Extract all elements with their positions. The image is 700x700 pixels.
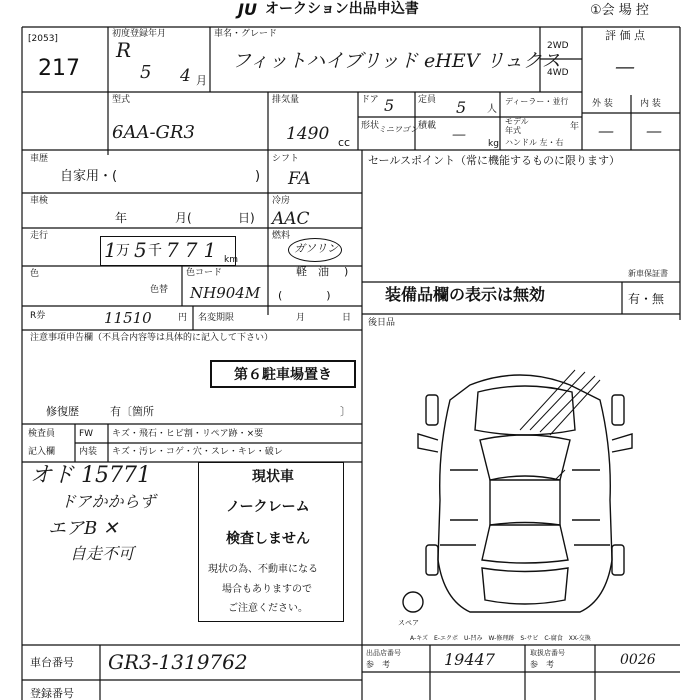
color-code-label: 色コード	[186, 268, 223, 278]
mileage-1k-unit: 千	[148, 243, 162, 259]
model-year-label: モデル 年式	[505, 117, 529, 135]
model-year-unit: 年	[570, 122, 580, 132]
capacity-unit: 人	[487, 104, 497, 115]
parking-notice: 第６駐車場置き	[210, 360, 356, 388]
status-note-2: 場合もありますので	[222, 584, 312, 595]
fuel-value: ガソリン	[294, 242, 338, 255]
first-reg-month-unit: 月	[196, 74, 207, 87]
exhibitor-number-label: 出品店番号	[366, 649, 401, 657]
drive-4wd: 4WD	[547, 68, 569, 78]
exhibitor-number: 19447	[444, 650, 495, 669]
handler-number: 0026	[620, 652, 656, 668]
inspection-label: 車検	[30, 196, 49, 206]
displacement-label: 排気量	[272, 95, 300, 105]
inspection-month: 月(	[175, 211, 192, 225]
mileage-10k: 1	[104, 238, 117, 262]
color-code: NH904M	[190, 284, 261, 302]
fuel-label: 燃料	[272, 231, 291, 241]
car-name-value: フィットハイブリッド eHEV リュクス	[232, 50, 561, 72]
deadline-day: 日	[342, 313, 352, 323]
warranty-label: 新車保証書	[628, 269, 668, 278]
capacity-label: 定員	[418, 95, 437, 105]
note-odometer: オド 15771	[30, 463, 151, 488]
mileage-label: 走行	[30, 231, 49, 241]
displacement-unit: cc	[338, 136, 351, 149]
status-no-inspection: 検査しません	[226, 531, 310, 547]
inspector-label-1: 検査員	[28, 429, 56, 439]
handler-ref: 参 考	[530, 660, 554, 669]
handle-label: ハンドル 左・右	[505, 138, 564, 147]
load-label: 積載	[418, 121, 437, 131]
registration-label: 登録番号	[30, 687, 74, 700]
score-label: 評 価 点	[605, 29, 645, 42]
usage-label: 車歴	[30, 154, 49, 164]
repair-value: 有〔箇所	[110, 405, 154, 418]
inspector-fw: FW	[79, 429, 94, 439]
status-note-1: 現状の為、不動車になる	[208, 564, 318, 575]
recycle-label: R券	[30, 311, 46, 321]
first-reg-month: 4	[180, 66, 191, 86]
shape-value: ミニワゴン	[378, 125, 418, 134]
status-note-3: ご注意ください。	[228, 603, 308, 614]
dealer-label: ディーラー・並行	[505, 97, 569, 106]
note-no-drive: 自走不可	[70, 544, 135, 563]
lot-number: 217	[38, 56, 80, 81]
status-title: 現状車	[252, 469, 294, 485]
interior-label: 内 装	[640, 99, 661, 109]
color-label: 色	[30, 269, 40, 279]
first-reg-label: 初度登録年月	[112, 29, 167, 39]
deadline-label: 名変期限	[198, 313, 235, 323]
inspector-label-2: 記入欄	[28, 447, 56, 457]
recycle-unit: 円	[178, 313, 188, 323]
mileage-10k-unit: 万	[116, 243, 130, 259]
load-unit: kg	[488, 139, 499, 149]
status-no-claim: ノークレーム	[226, 499, 310, 515]
car-name-label: 車名・グレード	[214, 29, 278, 39]
inspector-interior: 内装	[79, 447, 98, 457]
inspection-year: 年	[115, 211, 128, 225]
interior-value: —	[646, 121, 662, 140]
form-title: オークション出品申込書	[265, 1, 419, 17]
sales-point-label: セールスポイント（常に機能するものに限ります）	[368, 154, 621, 167]
ac-value: AAC	[272, 209, 310, 229]
exterior-label: 外 装	[592, 99, 613, 109]
first-reg-era: R	[116, 38, 132, 62]
usage-value: 自家用・(	[60, 169, 118, 184]
equipment-notice: 装備品欄の表示は無効	[385, 285, 546, 304]
inspection-day: 日)	[238, 211, 255, 225]
repair-label: 修復歴	[46, 405, 79, 418]
shift-label: シフト	[272, 154, 300, 164]
ac-label: 冷房	[272, 196, 291, 206]
repair-close: 〕	[340, 405, 351, 418]
spare-label: スペア	[398, 619, 419, 627]
brand-logo: JU	[238, 0, 257, 19]
color-change-label: 色替	[150, 285, 169, 295]
doors-value: 5	[384, 96, 395, 115]
score-value: —	[615, 54, 635, 78]
note-airbag: エアB ✕	[48, 518, 119, 539]
later-items-label: 後日品	[368, 318, 396, 328]
exterior-value: —	[598, 121, 614, 140]
copy-label: ①会 場 控	[590, 3, 649, 18]
warranty-value: 有・無	[628, 292, 665, 306]
doors-label: ドア	[361, 95, 379, 105]
note-door: ドアかからず	[60, 492, 156, 511]
shape-label: 形状	[361, 121, 380, 131]
inspector-row2: キズ・汚レ・コゲ・穴・スレ・キレ・破レ	[112, 447, 283, 457]
inspector-row1: キズ・飛石・ヒビ割・リペア跡・×要	[112, 429, 264, 439]
fuel-opt: 軽 油	[296, 265, 329, 278]
recycle-value: 11510	[104, 309, 152, 327]
chassis-label: 車台番号	[30, 656, 74, 669]
damage-legend: A-キズ E-エクボ U-凹み W-修理跡 S-サビ C-腐食 XX-交換	[410, 635, 591, 642]
load-value: —	[452, 127, 466, 143]
first-reg-year: 5	[140, 62, 152, 83]
mileage-rest: 771	[166, 238, 223, 262]
capacity-value: 5	[456, 98, 467, 117]
lot-code: [2053]	[28, 34, 58, 44]
deadline-month: 月	[296, 313, 306, 323]
fuel-close: )	[344, 265, 349, 278]
displacement-value: 1490	[286, 124, 330, 144]
drive-2wd: 2WD	[547, 41, 569, 51]
mileage-1k: 5	[134, 238, 147, 262]
model-label: 型式	[112, 95, 131, 105]
exhibitor-ref: 参 考	[366, 660, 390, 669]
model-value: 6AA-GR3	[112, 122, 195, 143]
shift-value: FA	[288, 169, 311, 189]
color-paren: ( )	[278, 289, 331, 302]
notes-label: 注意事項申告欄（不具合内容等は具体的に記入して下さい）	[30, 333, 274, 343]
chassis-value: GR3-1319762	[108, 650, 248, 674]
handler-number-label: 取扱店番号	[530, 649, 565, 657]
mileage-unit: km	[224, 255, 238, 265]
usage-close: )	[255, 169, 261, 184]
